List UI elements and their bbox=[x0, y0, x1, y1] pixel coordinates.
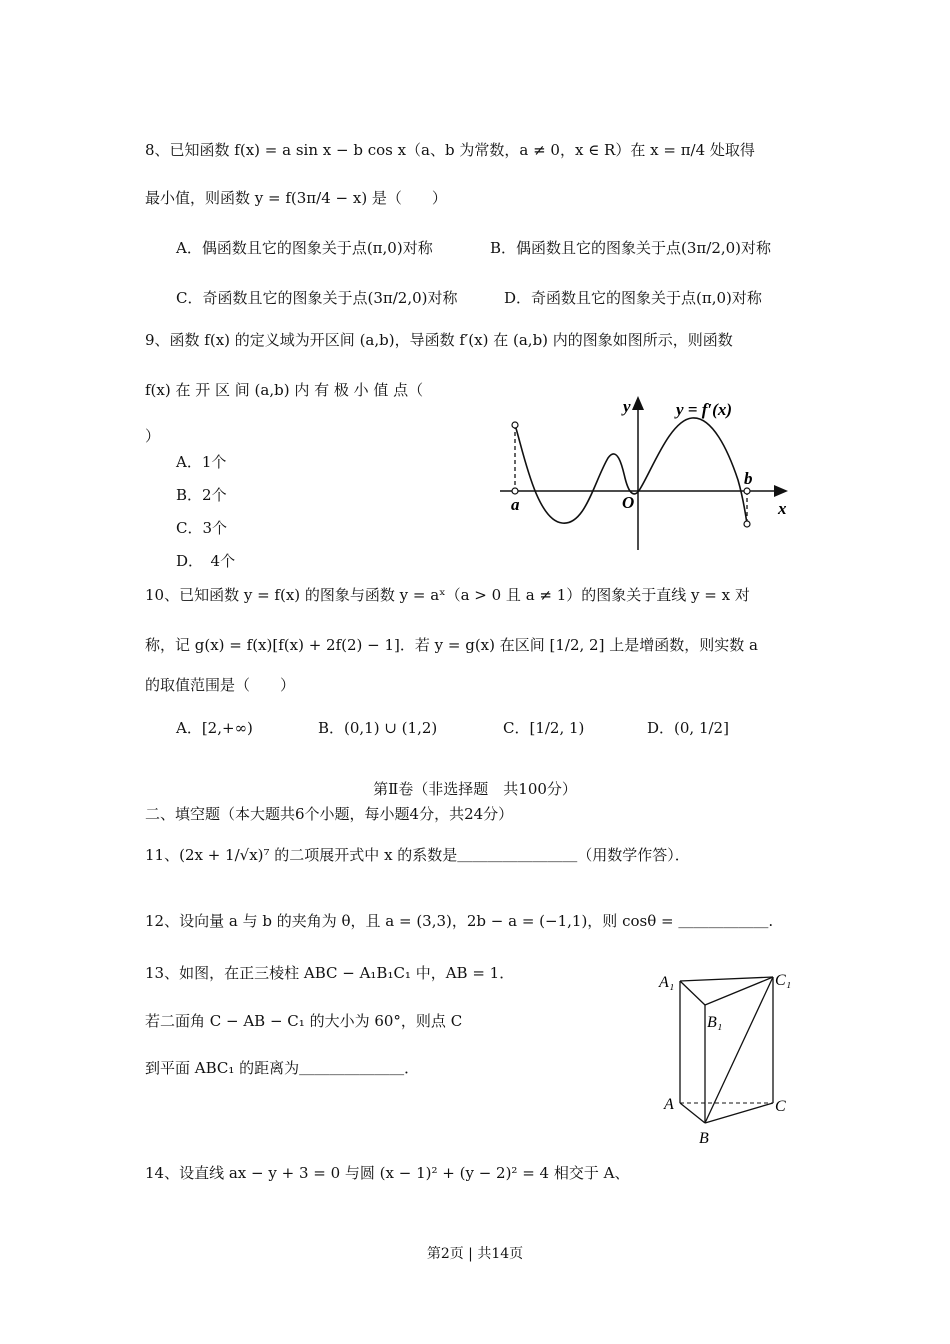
curve-label: y = f′(x) bbox=[676, 400, 732, 419]
q10-option-c: C．[1/2, 1) bbox=[503, 719, 585, 737]
origin-label: O bbox=[622, 493, 635, 512]
q9-option-c: C．3个 bbox=[176, 519, 228, 537]
section-fill-in-heading: 二、填空题（本大题共6个小题，每小题4分，共24分） bbox=[145, 805, 514, 823]
q8-line2: 最小值，则函数 y = f(3π/4 − x) 是（ ） bbox=[145, 189, 447, 207]
label-b: B bbox=[699, 1130, 709, 1147]
q8-option-c: C．奇函数且它的图象关于点(3π/2,0)对称 bbox=[176, 289, 458, 307]
page-footer: 第2页 | 共14页 bbox=[426, 1246, 524, 1262]
a-label: a bbox=[511, 495, 520, 514]
q9-line3: ） bbox=[145, 427, 161, 445]
q9-line2: f(x) 在 开 区 间 (a,b) 内 有 极 小 值 点（ bbox=[145, 381, 424, 399]
label-c: C bbox=[775, 1098, 786, 1115]
q12-text: 12、设向量 a 与 b 的夹角为 θ，且 a = (3,3)，2b − a = (−1,1)，则 cosθ = ＿＿＿＿＿＿. bbox=[145, 912, 774, 930]
label-a: A bbox=[664, 1096, 674, 1113]
y-axis-label: y bbox=[623, 397, 631, 416]
edge-b1-c1 bbox=[705, 977, 773, 1005]
q10-line3: 的取值范围是（ ） bbox=[145, 676, 296, 694]
point-b-on-axis bbox=[744, 488, 750, 494]
q9-option-d: D． 4个 bbox=[176, 552, 236, 570]
derivative-graph bbox=[490, 390, 800, 560]
q9-option-a: A．1个 bbox=[176, 453, 227, 471]
edge-a-b bbox=[680, 1103, 705, 1123]
x-axis-label: x bbox=[778, 499, 787, 518]
endpoint-a-open-circle bbox=[512, 422, 518, 428]
q11-text: 11、(2x + 1/√x)⁷ 的二项展开式中 x 的系数是＿＿＿＿＿＿＿＿（用数学作答）． bbox=[145, 846, 690, 864]
q13-line2: 若二面角 C − AB − C₁ 的大小为 60°，则点 C bbox=[145, 1012, 463, 1030]
x-axis-arrow bbox=[774, 485, 788, 497]
q10-option-a: A．[2,+∞) bbox=[176, 719, 253, 737]
label-a1: A₁ bbox=[659, 974, 675, 991]
q10-line2: 称，记 g(x) = f(x)[f(x) + 2f(2) − 1]．若 y = g(x) 在区间 [1/2, 2] 上是增函数，则实数 a bbox=[145, 636, 758, 654]
q10-line1: 10、已知函数 y = f(x) 的图象与函数 y = aˣ（a > 0 且 a ≠ 1）的图象关于直线 y = x 对 bbox=[145, 586, 750, 604]
q10-option-b: B．(0,1) ∪ (1,2) bbox=[318, 719, 438, 737]
q13-line3: 到平面 ABC₁ 的距离为＿＿＿＿＿＿＿． bbox=[145, 1059, 420, 1077]
b-label: b bbox=[744, 469, 753, 488]
q8-option-b: B．偶函数且它的图象关于点(3π/2,0)对称 bbox=[490, 239, 772, 257]
point-a-on-axis bbox=[512, 488, 518, 494]
label-b1: B₁ bbox=[707, 1014, 723, 1031]
edge-a1-b1 bbox=[680, 981, 705, 1005]
y-axis-arrow bbox=[632, 396, 644, 410]
part2-title: 第Ⅱ卷（非选择题 共100分） bbox=[373, 780, 577, 798]
prism-figure bbox=[655, 965, 805, 1150]
q8-line1: 8、已知函数 f(x) = a sin x − b cos x（a、b 为常数，a ≠ 0，x ∈ R）在 x = π/4 处取得 bbox=[145, 141, 755, 159]
q14-text: 14、设直线 ax − y + 3 = 0 与圆 (x − 1)² + (y − 2)² = 4 相交于 A、 bbox=[145, 1164, 630, 1182]
diagonal-b-c1 bbox=[705, 977, 773, 1123]
edge-a1-c1 bbox=[680, 977, 773, 981]
edge-b-c bbox=[705, 1103, 773, 1123]
q8-option-d: D．奇函数且它的图象关于点(π,0)对称 bbox=[504, 289, 762, 307]
label-c1: C₁ bbox=[775, 972, 792, 989]
endpoint-b-open-circle bbox=[744, 521, 750, 527]
q10-option-d: D．(0, 1/2] bbox=[647, 719, 729, 737]
q8-option-a: A．偶函数且它的图象关于点(π,0)对称 bbox=[176, 239, 433, 257]
q9-line1: 9、函数 f(x) 的定义域为开区间 (a,b)，导函数 f′(x) 在 (a,b) 内的图象如图所示，则函数 bbox=[145, 331, 733, 349]
q9-option-b: B．2个 bbox=[176, 486, 227, 504]
q13-line1: 13、如图，在正三棱柱 ABC − A₁B₁C₁ 中，AB = 1． bbox=[145, 964, 515, 982]
